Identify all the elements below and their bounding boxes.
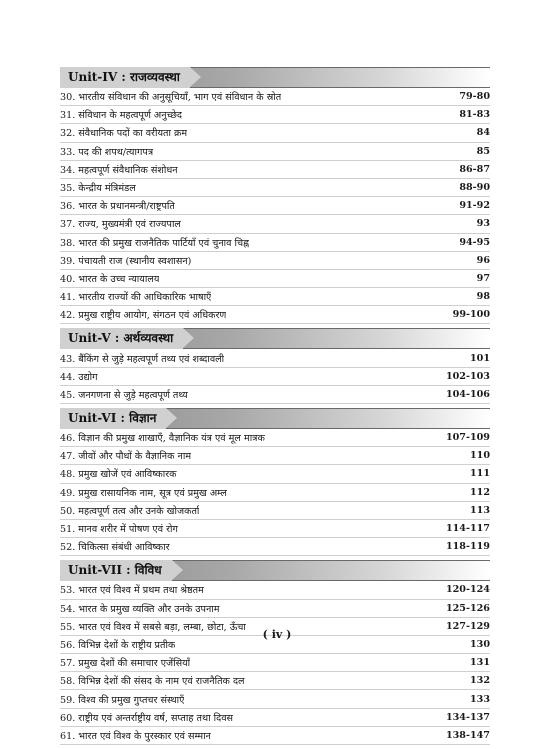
entry-title: 41. भारतीय राज्यों की आधिकारिक भाषाएँ bbox=[60, 292, 212, 304]
entry-title: 42. प्रमुख राष्ट्रीय आयोग, संगठन एवं अधिकरण bbox=[60, 310, 227, 322]
toc-entry[interactable] bbox=[60, 252, 490, 270]
unit-section bbox=[60, 408, 490, 556]
toc-entry[interactable] bbox=[60, 600, 490, 618]
toc-entry[interactable] bbox=[60, 270, 490, 288]
toc-entry[interactable] bbox=[60, 429, 490, 447]
entry-page: 112 bbox=[469, 486, 490, 498]
entry-title: 54. भारत के प्रमुख व्यक्ति और उनके उपनाम bbox=[60, 603, 220, 615]
unit-section bbox=[60, 328, 490, 404]
entry-title: 44. उद्योग bbox=[60, 371, 98, 383]
entry-page: 97 bbox=[476, 272, 490, 284]
unit-title: Unit-IV : राजव्यवस्था bbox=[60, 67, 190, 88]
toc-entry[interactable] bbox=[60, 581, 490, 599]
toc-entry[interactable] bbox=[60, 197, 490, 215]
entry-title: 34. महत्वपूर्ण संवैधानिक संशोधन bbox=[60, 164, 178, 176]
toc-entry[interactable] bbox=[60, 124, 490, 142]
entry-page: 99-100 bbox=[452, 309, 490, 321]
entry-page: 130 bbox=[469, 638, 490, 650]
entry-page: 86-87 bbox=[459, 163, 490, 175]
unit-title: Unit-VII : विविध bbox=[60, 560, 172, 581]
entry-page: 138-147 bbox=[445, 729, 490, 741]
entry-page: 85 bbox=[476, 145, 490, 157]
entry-page: 114-117 bbox=[445, 523, 490, 535]
toc-entry[interactable] bbox=[60, 306, 490, 324]
entry-title: 58. विभिन्न देशों की संसद के नाम एवं राजनैतिक दल bbox=[60, 676, 245, 688]
unit-header bbox=[60, 328, 490, 349]
entry-page: 104-106 bbox=[445, 388, 490, 400]
entry-title: 56. विभिन्न देशों के राष्ट्रीय प्रतीक bbox=[60, 639, 176, 651]
unit-header bbox=[60, 67, 490, 88]
entry-title: 43. बैंकिंग से जुड़े महत्वपूर्ण तथ्य एवं शब्दावली bbox=[60, 353, 225, 365]
entry-title: 52. चिकित्सा संबंधी आविष्कार bbox=[60, 542, 170, 554]
toc-entry[interactable] bbox=[60, 709, 490, 727]
entry-page: 91-92 bbox=[459, 200, 490, 212]
entry-title: 35. केन्द्रीय मंत्रिमंडल bbox=[60, 183, 136, 195]
entry-page: 96 bbox=[476, 254, 490, 266]
entry-page: 118-119 bbox=[445, 541, 490, 553]
toc-entry[interactable] bbox=[60, 368, 490, 386]
toc-entry[interactable] bbox=[60, 161, 490, 179]
entry-title: 33. पद की शपथ/त्यागपत्र bbox=[60, 146, 154, 158]
entry-page: 134-137 bbox=[445, 711, 490, 723]
toc-entry[interactable] bbox=[60, 672, 490, 690]
entry-page: 94-95 bbox=[459, 236, 490, 248]
unit-title: Unit-VI : विज्ञान bbox=[60, 408, 166, 429]
toc-entry[interactable] bbox=[60, 727, 490, 745]
entry-page: 101 bbox=[469, 352, 490, 364]
entry-title: 61. भारत एवं विश्व के पुरस्कार एवं सम्मान bbox=[60, 730, 211, 742]
entry-page: 110 bbox=[469, 450, 490, 462]
entry-page: 98 bbox=[476, 291, 490, 303]
entry-title: 45. जनगणना से जुड़े महत्वपूर्ण तथ्य bbox=[60, 389, 188, 401]
entry-page: 132 bbox=[469, 675, 490, 687]
toc-entry[interactable] bbox=[60, 538, 490, 556]
entry-title: 32. संवैधानिक पदों का वरीयता क्रम bbox=[60, 128, 188, 140]
unit-header bbox=[60, 408, 490, 429]
entry-page: 131 bbox=[469, 657, 490, 669]
entry-page: 102-103 bbox=[445, 370, 490, 382]
entry-title: 37. राज्य, मुख्यमंत्री एवं राज्यपाल bbox=[60, 219, 181, 231]
entry-title: 53. भारत एवं विश्व में प्रथम तथा श्रेष्ठतम bbox=[60, 585, 204, 597]
entry-page: 133 bbox=[469, 693, 490, 705]
entry-page: 93 bbox=[476, 218, 490, 230]
entry-page: 111 bbox=[469, 468, 490, 480]
toc-entry[interactable] bbox=[60, 349, 490, 367]
entry-title: 40. भारत के उच्च न्यायालय bbox=[60, 273, 160, 285]
toc-entry[interactable] bbox=[60, 447, 490, 465]
entry-title: 46. विज्ञान की प्रमुख शाखाएँ, वैज्ञानिक यंत्र एवं मूल मात्रक bbox=[60, 433, 265, 445]
entry-page: 84 bbox=[476, 127, 490, 139]
entry-page: 127-129 bbox=[445, 620, 490, 632]
toc-entry[interactable] bbox=[60, 234, 490, 252]
toc-entry[interactable] bbox=[60, 520, 490, 538]
entry-page: 125-126 bbox=[445, 602, 490, 614]
entry-title: 60. राष्ट्रीय एवं अन्तर्राष्ट्रीय वर्ष, सप्ताह तथा दिवस bbox=[60, 712, 234, 724]
toc-entry[interactable] bbox=[60, 654, 490, 672]
entry-page: 107-109 bbox=[445, 432, 490, 444]
toc-entry[interactable] bbox=[60, 215, 490, 233]
entry-title: 39. पंचायती राज (स्थानीय स्वशासन) bbox=[60, 255, 192, 267]
toc-entry[interactable] bbox=[60, 88, 490, 106]
entry-page: 81-83 bbox=[459, 109, 490, 121]
entry-title: 50. महत्वपूर्ण तत्व और उनके खोजकर्ता bbox=[60, 505, 200, 517]
toc-entry[interactable] bbox=[60, 465, 490, 483]
entry-title: 57. प्रमुख देशों की समाचार एजेंसियाँ bbox=[60, 658, 191, 670]
entry-title: 59. विश्व की प्रमुख गुप्तचर संस्थाएँ bbox=[60, 694, 185, 706]
entry-title: 48. प्रमुख खोजें एवं आविष्कारक bbox=[60, 469, 177, 481]
entry-title: 30. भारतीय संविधान की अनुसूचियाँ, भाग एवं संविधान के स्रोत bbox=[60, 92, 282, 104]
entry-title: 51. मानव शरीर में पोषण एवं रोग bbox=[60, 524, 178, 536]
table-of-contents bbox=[60, 67, 490, 749]
toc-entry[interactable] bbox=[60, 502, 490, 520]
unit-section bbox=[60, 560, 490, 745]
entry-page: 113 bbox=[469, 504, 490, 516]
entry-title: 38. भारत की प्रमुख राजनैतिक पार्टियाँ एवं चुनाव चिह्न bbox=[60, 237, 250, 249]
toc-entry[interactable] bbox=[60, 386, 490, 404]
toc-entry[interactable] bbox=[60, 288, 490, 306]
page-number: ( iv ) bbox=[262, 628, 292, 641]
unit-header bbox=[60, 560, 490, 581]
entry-title: 49. प्रमुख रासायनिक नाम, सूत्र एवं प्रमुख अम्ल bbox=[60, 487, 227, 499]
toc-entry[interactable] bbox=[60, 484, 490, 502]
unit-section bbox=[60, 67, 490, 324]
entry-title: 31. संविधान के महत्वपूर्ण अनुच्छेद bbox=[60, 110, 182, 122]
unit-title: Unit-V : अर्थव्यवस्था bbox=[60, 328, 183, 349]
entry-page: 88-90 bbox=[459, 182, 490, 194]
toc-entry[interactable] bbox=[60, 106, 490, 124]
entry-title: 55. भारत एवं विश्व में सबसे बड़ा, लम्बा, छोटा, ऊँचा bbox=[60, 621, 246, 633]
toc-entry[interactable] bbox=[60, 179, 490, 197]
entry-page: 120-124 bbox=[445, 584, 490, 596]
entry-page: 79-80 bbox=[459, 91, 490, 103]
entry-title: 47. जीवों और पौधों के वैज्ञानिक नाम bbox=[60, 451, 192, 463]
toc-entry[interactable] bbox=[60, 143, 490, 161]
entry-title: 36. भारत के प्रधानमन्त्री/राष्ट्रपति bbox=[60, 201, 175, 213]
